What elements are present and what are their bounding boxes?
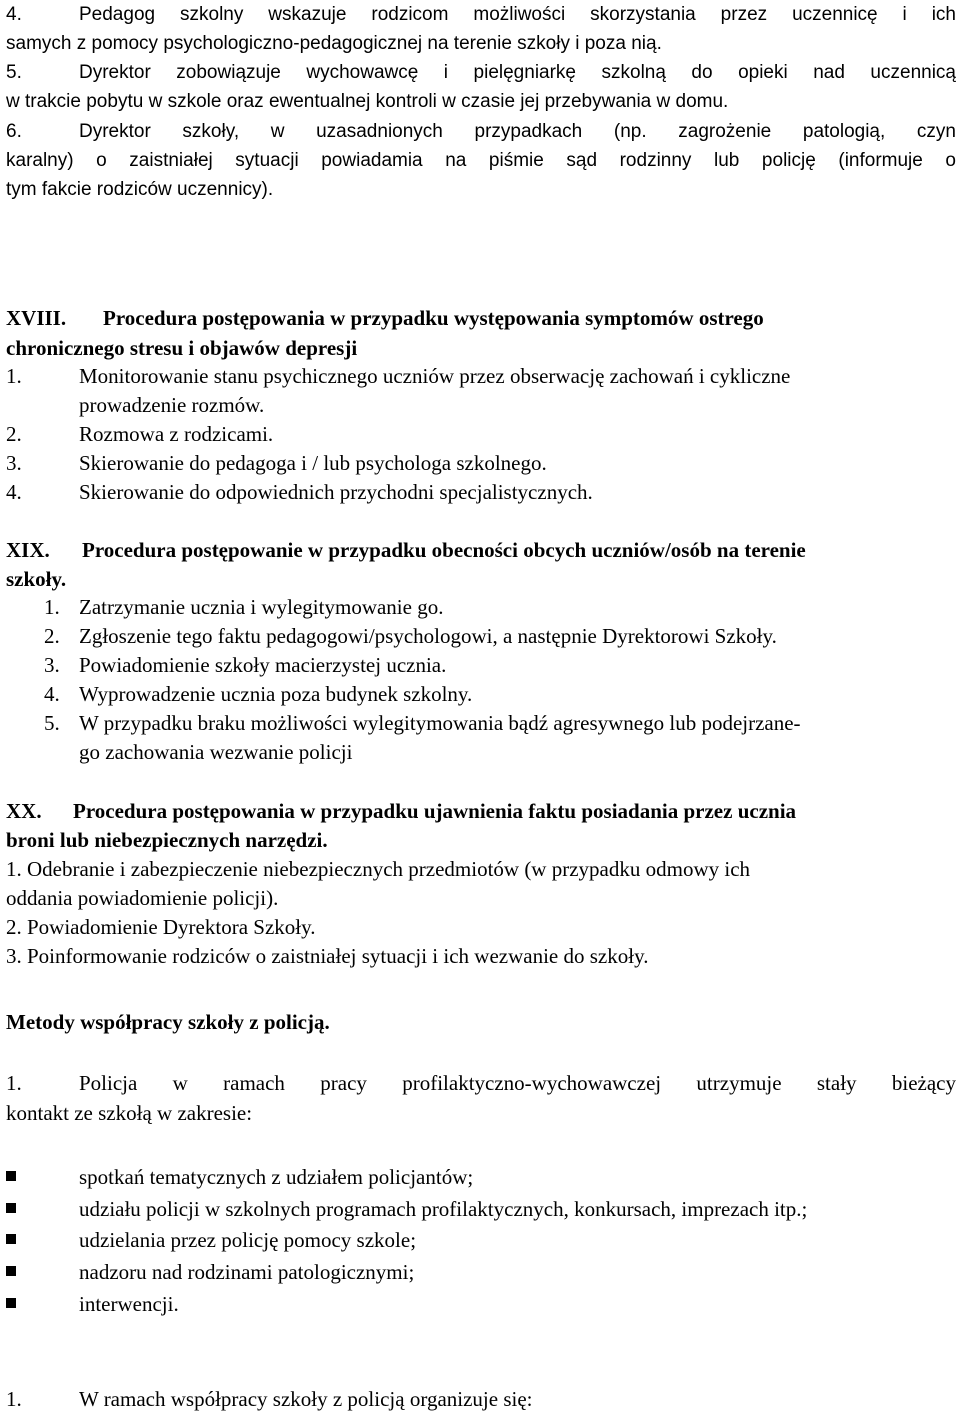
list-item [0,593,960,622]
list-item [0,622,960,651]
item-number: 1. [44,595,60,619]
list-item [0,855,960,884]
square-bullet-icon [6,1234,16,1244]
section-numeral: XVIII. [6,306,67,330]
item-text: Pedagog szkolny wskazuje rodzicom możliwości skorzystania przez uczennicę i ich [79,4,956,25]
list-item [0,709,960,738]
list-item [0,362,960,391]
list-item [0,942,960,971]
item-number: 2. [6,422,22,446]
section-heading [0,304,960,333]
list-item [0,420,960,449]
item-text: w trakcie pobytu w szkole oraz ewentualnej kontroli w czasie jej przebywania w domu. [6,91,729,112]
section-title: Procedura postępowania w przypadku występowania symptomów ostrego [103,306,764,330]
item-number: 1. [6,364,22,388]
section-heading [0,536,960,565]
item-number: 3. [6,451,22,475]
item-text: Monitorowanie stanu psychicznego uczniów przez obserwację zachowań i cykliczne [79,364,791,388]
section-title: Procedura postępowanie w przypadku obecności obcych uczniów/osób na terenie [82,538,806,562]
list-item [0,1099,960,1128]
list-item [0,884,960,913]
list-item [0,1385,960,1414]
section-title: Metody współpracy szkoły z policją. [6,1010,330,1034]
section-title: chronicznego stresu i objawów depresji [6,336,358,360]
item-number: 4. [6,480,22,504]
section-numeral: XX. [6,799,42,823]
list-item [0,651,960,680]
item-text: go zachowania wezwanie policji [79,740,353,764]
item-text: Policja w ramach pracy profilaktyczno-wychowawczej utrzymuje stały bieżący [79,1071,956,1095]
bullet-item [0,1195,960,1224]
section-title: szkoły. [6,567,67,591]
bullet-text: spotkań tematycznych z udziałem policjantów; [79,1165,474,1189]
list-item [0,0,960,29]
item-text: oddania powiadomienie policji). [6,886,279,910]
section-numeral: XIX. [6,538,50,562]
item-number: 5. [44,711,60,735]
item-text: Dyrektor zobowiązuje wychowawcę i pielęgniarkę szkolną do opieki nad uczennicą [79,62,956,83]
item-number: 4. [6,4,22,25]
item-number: 5. [6,62,22,83]
section-heading [0,565,960,594]
list-item [0,117,960,146]
list-item [0,58,960,87]
list-item [0,449,960,478]
item-text: Rozmowa z rodzicami. [79,422,274,446]
list-item [0,478,960,507]
list-item [0,1069,960,1098]
item-number: 1. [6,1387,22,1411]
square-bullet-icon [6,1266,16,1276]
list-item [0,175,960,204]
list-item [0,680,960,709]
section-title: Procedura postępowania w przypadku ujawnienia faktu posiadania przez ucznia [73,799,797,823]
item-text: Dyrektor szkoły, w uzasadnionych przypadkach (np. zagrożenie patologią, czyn [79,121,956,142]
bullet-text: udziału policji w szkolnych programach profilaktycznych, konkursach, imprezach itp.; [79,1197,808,1221]
section-heading [0,797,960,826]
list-item [0,29,960,58]
list-item [0,913,960,942]
item-text: tym fakcie rodziców uczennicy). [6,179,274,200]
item-text: samych z pomocy psychologiczno-pedagogicznej na terenie szkoły i poza nią. [6,33,662,54]
square-bullet-icon [6,1203,16,1213]
item-number: 3. [44,653,60,677]
list-item [0,87,960,116]
item-text: W przypadku braku możliwości wylegitymowania bądź agresywnego lub podejrzane- [79,711,801,735]
bullet-item [0,1258,960,1287]
section-heading [0,334,960,363]
item-text: karalny) o zaistniałej sytuacji powiadamia na piśmie sąd rodzinny lub policję (informuje o [6,150,956,171]
item-number: 1. [6,1071,22,1095]
item-text: 3. Poinformowanie rodziców o zaistniałej sytuacji i ich wezwanie do szkoły. [6,944,649,968]
item-text: kontakt ze szkołą w zakresie: [6,1101,253,1125]
item-text: 1. Odebranie i zabezpieczenie niebezpiecznych przedmiotów (w przypadku odmowy ich [6,857,751,881]
bullet-text: interwencji. [79,1292,179,1316]
item-number: 6. [6,121,22,142]
square-bullet-icon [6,1298,16,1308]
item-text: Powiadomienie szkoły macierzystej ucznia. [79,653,447,677]
item-text: 2. Powiadomienie Dyrektora Szkoły. [6,915,316,939]
list-item [0,391,960,420]
square-bullet-icon [6,1171,16,1181]
item-number: 2. [44,624,60,648]
item-number: 4. [44,682,60,706]
item-text: Zgłoszenie tego faktu pedagogowi/psychologowi, a następnie Dyrektorowi Szkoły. [79,624,777,648]
item-text: Skierowanie do odpowiednich przychodni specjalistycznych. [79,480,593,504]
bullet-text: udzielania przez policję pomocy szkole; [79,1228,417,1252]
list-item [0,146,960,175]
item-text: Wyprowadzenie ucznia poza budynek szkolny. [79,682,473,706]
bullet-text: nadzoru nad rodzinami patologicznymi; [79,1260,415,1284]
item-text: prowadzenie rozmów. [79,393,265,417]
list-item [0,738,960,767]
bullet-item [0,1163,960,1192]
item-text: W ramach współpracy szkoły z policją organizuje się: [79,1387,533,1411]
bullet-item [0,1226,960,1255]
section-title: broni lub niebezpiecznych narzędzi. [6,828,328,852]
section-heading [0,1008,960,1037]
bullet-item [0,1290,960,1319]
item-text: Zatrzymanie ucznia i wylegitymowanie go. [79,595,444,619]
item-text: Skierowanie do pedagoga i / lub psychologa szkolnego. [79,451,547,475]
section-heading [0,826,960,855]
